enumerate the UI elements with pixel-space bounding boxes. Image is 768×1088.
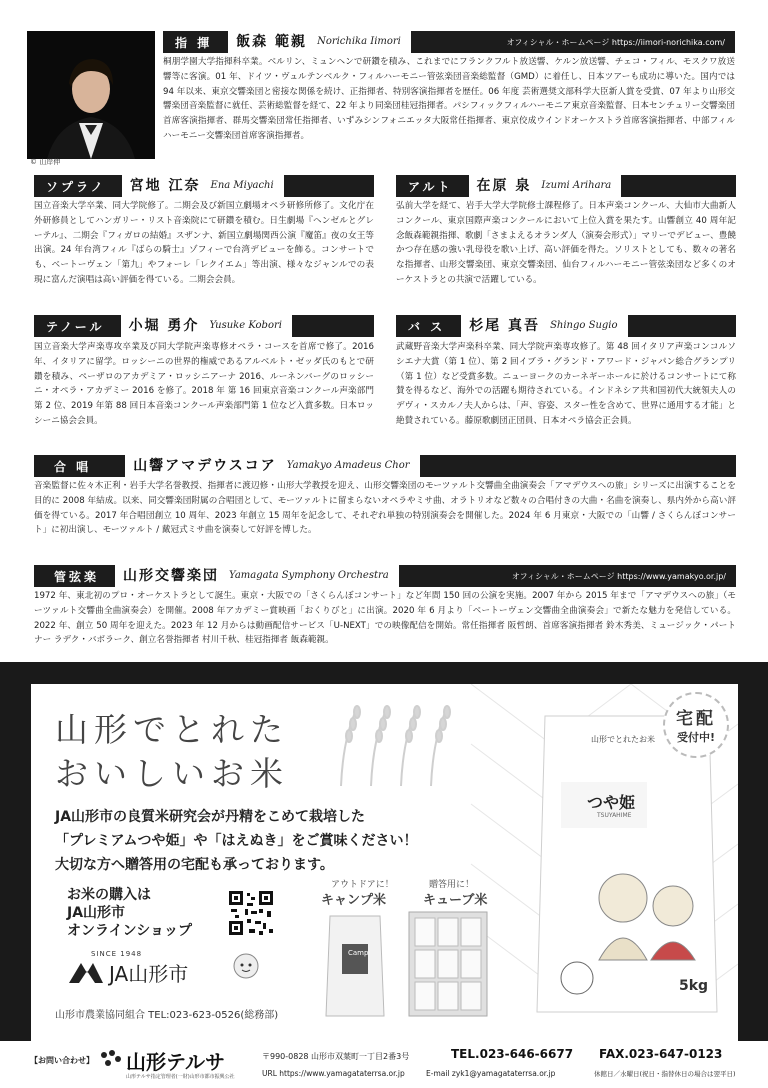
performer-name: 宮地 江奈	[122, 175, 209, 197]
orchestra-bio: 1972 年、東北初のプロ・オーケストラとして誕生。東京・大阪での「さくらんぼコンサート」など年間 150 回の公演を実施。2007 年から 2015 年まで「アマデウスへの旅」（モーツァルト交響曲全曲演奏会）を開催。2008 年アカデミー賞映画「おくりびと」に出演。2020 年 6 月より「ベートーヴェン交響曲全曲演奏会」で新たな魅力を発信している。2022 年、創立 50 周年を迎えた。2023 年 12 月からは動画配信サービス「U-NEXT」での映像配信を開始。常任指揮者 阪哲朗、首席客演指揮者 鈴木秀美、ミュージック・パートナー ラデク・バボラーク、創立名誉指揮者 村川千秋、桂冠指揮者 飯森範親。	[34, 591, 736, 646]
performer-name: 在原 泉	[469, 175, 540, 197]
coop-contact: 山形市農業協同組合 TEL:023-623-0526(総務部)	[55, 1010, 279, 1021]
performer-romaji: Izumi Arihara	[539, 175, 621, 197]
inquiry-label: 【お問い合わせ】	[30, 1056, 94, 1065]
since-label: SINCE 1948	[91, 950, 143, 958]
delivery-label: 宅配	[676, 709, 716, 729]
bag-brand-romaji: TSUYAHIME	[597, 812, 632, 819]
ad-headline-line2: おいしいお米	[55, 754, 289, 793]
conductor-bio: 桐朋学園大学指揮科卒業。ベルリン、ミュンヘンで研鑽を積み、これまでにフランクフルト放送響、ケルン放送響、チェコ・フィル、モスクワ放送響等に客演。01 年、ドイツ・ヴュルテンベルク・フィルハーモニー管弦楽団音楽総監督（GMD）に着任し、日本ツアーも成功に導いた。国内では 94 年以来、東京交響楽団と密接な関係を続け、正指揮者、特別客演指揮者を歴任。06 年度 芸術選奨文部科学大臣新人賞を受賞、07 年より山形交響楽団音楽監督に就任、芸術総監督を経て、22 年より同楽団桂冠指揮者。パシフィックフィルハーモニア東京音楽監督、日本センチュリー交響楽団首席客演指揮者、群馬交響楽団常任指揮者、いずみシンフォニエッタ大阪常任指揮者、東京佼成ウインドオーケストラ首席客演指揮者、中部フィルハーモニー交響楽団首席客演指揮者。	[163, 57, 735, 141]
bass-bio: 武蔵野音楽大学声楽科卒業、同大学院声楽専攻修了。第 48 回イタリア声楽コンコルソシエナ大賞（第 1 位）、第 2 回イブラ・グランド・アワード・ジャパン総合グランプリ（第 1 位）など受賞多数。ニューヨークのカーネギーホールに於けるコンサートにて称賛を得るなど、海外での活躍も期待されている。インドネシア共和国初代大統領夫人のデヴィ・スカルノ夫人からは、「声、容姿、スター性を含めて、世界に通用する才能」と絶賛されている。藤原歌劇団正団員、日本オペラ協会正会員。	[396, 342, 736, 426]
performer-name: 小堀 勇介	[121, 315, 208, 337]
rice-advertisement	[31, 684, 738, 1041]
terrsa-brand-name: 山形テルサ	[126, 1050, 225, 1074]
conductor-portrait-image	[27, 31, 155, 159]
performer-romaji: Norichika Iimori	[315, 31, 411, 53]
role-label: テノール	[46, 319, 105, 334]
performer-romaji: Yamagata Symphony Orchestra	[227, 565, 399, 587]
shop-line1: お米の購入は	[67, 887, 151, 903]
ja-logo-icon	[67, 961, 105, 985]
tenor-header	[34, 315, 374, 337]
qr-code-icon[interactable]	[227, 889, 275, 937]
camp-rice-tagline: アウトドアに！	[331, 880, 394, 890]
photo-credit: © 山岸伸	[30, 158, 61, 166]
website-url[interactable]: URL https://www.yamagataterrsa.or.jp	[262, 1069, 405, 1078]
performer-romaji: Shingo Sugio	[548, 315, 627, 337]
conductor-header	[163, 31, 735, 53]
ad-body-line1: JA山形市の良質米研究会が丹精をこめて栽培した	[55, 809, 366, 825]
role-label: アルト	[408, 179, 453, 194]
performer-romaji: Yusuke Kobori	[207, 315, 292, 337]
bag-top-label: 山形でとれたお米	[591, 735, 655, 744]
role-label: ソプラノ	[46, 179, 106, 194]
ad-body-line2: 「プレミアムつや姫」や「はえぬき」をご賞味ください！	[55, 833, 418, 849]
official-site-link[interactable]: オフィシャル・ホームページ https://iimori-norichika.com/	[506, 37, 725, 47]
ad-body-line3: 大切な方へ贈答用の宅配も承っております。	[55, 857, 334, 873]
address: 〒990-0828 山形市双葉町一丁目2番3号	[262, 1052, 410, 1061]
fax-number: FAX.023-647-0123	[599, 1047, 723, 1061]
role-label: 指 揮	[175, 35, 213, 50]
camp-bag-label: Camp	[348, 949, 369, 957]
terrsa-brand-sub: 山形テルサ指定管理者(一財)山形市都市振興公社	[126, 1074, 235, 1080]
alto-bio: 弘前大学を経て、岩手大学大学院修士課程修了。日本声楽コンクール、大仙市大曲新人コンクール、東京国際声楽コンクールにおいて上位入賞を果たす。山響創立 40 周年記念飯森範親指揮、歌劇「さまよえるオランダ人（演奏会形式）」マリーでデビュー、豊饒かつ存在感の強い乳母役を歌い上げ、高い評価を得た。ソリストとしても、数々の著名な指揮者、山形交響楽団、東京交響楽団、仙台フィルハーモニー管弦楽団など多くのオーケストラとの共演で活躍している。	[396, 201, 736, 285]
email-address[interactable]: E-mail zyk1@yamagataterrsa.or.jp	[426, 1069, 556, 1078]
closed-days: 休館日／水曜日(祝日・指替休日の場合は翌平日)	[594, 1070, 736, 1078]
performer-romaji: Ena Miyachi	[209, 175, 284, 197]
performer-name: 山響アマデウスコア	[125, 455, 285, 477]
performer-name: 杉尾 真吾	[461, 315, 548, 337]
conductor-photo	[27, 31, 155, 159]
rice-stalk-icon	[321, 698, 471, 788]
cube-rice-tagline: 贈答用に！	[429, 880, 475, 890]
terrsa-logo-icon	[98, 1049, 124, 1069]
role-label: 合 唱	[54, 459, 92, 474]
bag-brand-name: つや姫	[587, 793, 636, 812]
cube-rice-box-image	[407, 910, 489, 1020]
soprano-bio: 国立音楽大学卒業、同大学院修了。二期会及び新国立劇場オペラ研修所修了。文化庁在外研修員としてハンガリー・リスト音楽院にて研鑽を積む。日生劇場『ヘンゼルとグレーテル』、二期会『フィガロの結婚』スザンナ、新国立劇場関西公演『魔笛』夜の女王等出演。24 年台湾フィル『ばらの騎士』ゾフィーで台湾デビューを飾る。コンサートでも、ベートーヴェン「第九」やフォーレ「レクイエム」等出演、様々なジャンルでの表現に富んだ演唱は高い評価を得ている。二期会会員。	[34, 201, 374, 285]
performer-name: 山形交響楽団	[115, 565, 227, 587]
orchestra-header	[34, 565, 736, 587]
shop-line3: オンラインショップ	[67, 923, 192, 939]
bass-header	[396, 315, 736, 337]
performer-name: 飯森 範親	[228, 31, 315, 53]
alto-header	[396, 175, 736, 197]
bag-weight: 5kg	[679, 978, 709, 994]
online-shop-text[interactable]	[67, 886, 192, 940]
cube-rice-title: キューブ米	[423, 893, 488, 908]
mascot-icon	[231, 950, 261, 980]
ja-yamagata-logo-text: JA山形市	[109, 962, 189, 986]
official-site-link[interactable]: オフィシャル・ホームページ https://www.yamakyo.or.jp/	[511, 571, 726, 581]
phone-number[interactable]: TEL.023-646-6677	[451, 1047, 574, 1061]
chorus-header	[34, 455, 736, 477]
role-label: バ ス	[408, 319, 446, 334]
delivery-badge	[663, 692, 729, 758]
role-label: 管弦楽	[54, 569, 100, 584]
camp-rice-bag-image	[324, 908, 386, 1018]
chorus-bio: 音楽監督に佐々木正利・岩手大学名誉教授、指揮者に渡辺修・山形大学教授を迎え、山形交響楽団のモーツァルト交響曲全曲演奏会「アマデウスへの旅」シリーズに出演することを目的に 2008 年結成。以来、同交響楽団附属の合唱団として、モーツァルトに留まらないオペラやミサ曲、オラトリオなど数々の合唱付きの大曲・名曲を演奏し、県内外から高い評価を得ている。2017 年合唱団創立 10 周年、2023 年創立 15 周年を記念して、それぞれ単独の特別演奏会を開催した。2024 年 6 月東京・大阪での「山響 / さくらんぼコンサート」に初出演し、モーツァルト / 戴冠式ミサ曲を演奏して好評を博した。	[34, 481, 736, 536]
delivery-sub: 受付中!	[676, 731, 716, 744]
ad-headline-line1: 山形でとれた	[55, 710, 289, 749]
camp-rice-title: キャンプ米	[321, 893, 387, 908]
soprano-header	[34, 175, 374, 197]
tenor-bio: 国立音楽大学声楽専攻卒業及び同大学院声楽専修オペラ・コースを首席で修了。2016 年、イタリアに留学。ロッシーニの世界的権威であるアルベルト・ゼッダ氏のもとで研鑽を積み、ペーザロのアカデミア・ロッシニアーナ 2016、ルーネンバーグのロッシーニ・オペラ・アカデミー 2016 を修了。2018 年 第 16 回東京音楽コンクール声楽部門第 2 位、2019 年第 88 回日本音楽コンクール声楽部門第 1 位など入賞多数。日本ロッシーニ協会会員。	[34, 342, 374, 426]
footer	[0, 1041, 768, 1088]
shop-line2: JA山形市	[67, 905, 126, 921]
performer-romaji: Yamakyo Amadeus Chor	[285, 455, 420, 477]
